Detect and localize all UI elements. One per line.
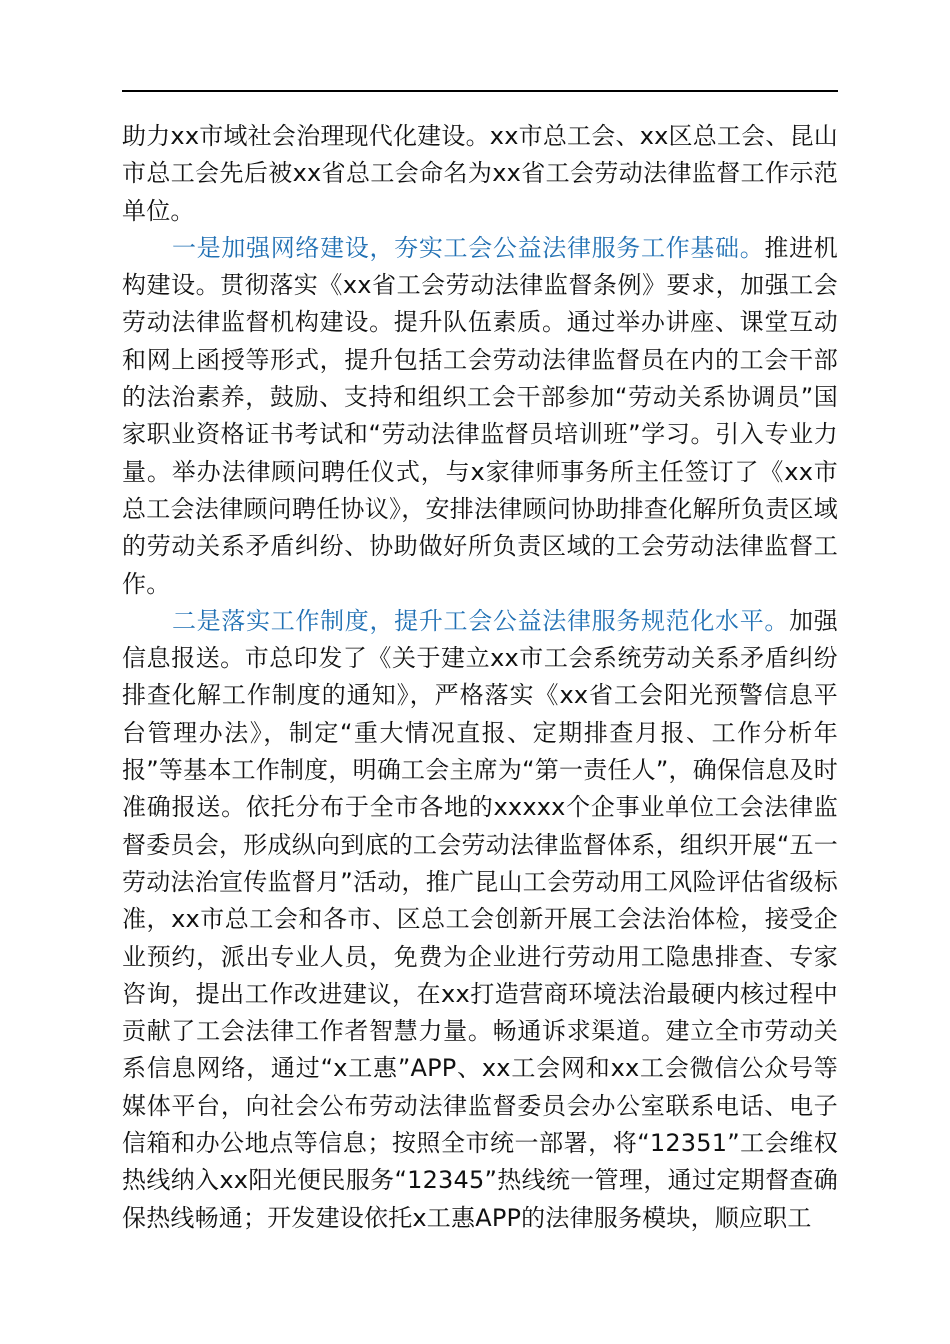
header-rule: [122, 90, 838, 92]
paragraph-continuation: [122, 118, 838, 230]
paragraph-heading: 二是落实工作制度，提升工会公益法律服务规范化水平。: [172, 606, 790, 635]
paragraph-text: 加强信息报送。市总印发了《关于建立xx市工会系统劳动关系矛盾纠纷排查化解工作制度的通知》，严格落实《xx省工会阳光预警信息平台管理办法》，制定“重大情况直报、定期排查月报、工作分析年报”等基本工作制度，明确工会主席为“第一责任人”，确保信息及时准确报送。依托分布于全市各地的xxxxx个企事业单位工会法律监督委员会，形成纵向到底的工会劳动法律监督体系，组织开展“五一劳动法治宣传监督月”活动，推广昆山工会劳动用工风险评估省级标准，xx市总工会和各市、区总工会创新开展工会法治体检，接受企业预约，派出专业人员，免费为企业进行劳动用工隐患排查、专家咨询，提出工作改进建议，在xx打造营商环境法治最硬内核过程中贡献了工会法律工作者智慧力量。畅通诉求渠道。建立全市劳动关系信息网络，通过“x工惠”APP、xx工会网和xx工会微信公众号等媒体平台，向社会公布劳动法律监督委员会办公室联系电话、电子信箱和办公地点等信息；按照全市统一部署，将“12351”工会维权热线纳入xx阳光便民服务“12345”热线统一管理，通过定期督查确保热线畅通；开发建设依托x工惠APP的法律服务模块，顺应职工: [122, 606, 838, 1232]
paragraph-text: 推进机构建设。贯彻落实《xx省工会劳动法律监督条例》要求，加强工会劳动法律监督机构建设。提升队伍素质。通过举办讲座、课堂互动和网上函授等形式，提升包括工会劳动法律监督员在内的工会干部的法治素养，鼓励、支持和组织工会干部参加“劳动关系协调员”国家职业资格证书考试和“劳动法律监督员培训班”学习。引入专业力量。举办法律顾问聘任仪式，与x家律师事务所主任签订了《xx市总工会法律顾问聘任协议》，安排法律顾问协助排查化解所负责区域的劳动关系矛盾纠纷、协助做好所负责区域的工会劳动法律监督工作。: [122, 233, 838, 598]
page-bottom-margin: [0, 1300, 950, 1344]
document-body: [122, 118, 838, 1237]
paragraph-network-building: [122, 230, 838, 603]
paragraph-text: 助力xx市域社会治理现代化建设。xx市总工会、xx区总工会、昆山市总工会先后被xx省总工会命名为xx省工会劳动法律监督工作示范单位。: [122, 122, 838, 225]
paragraph-heading: 一是加强网络建设，夯实工会公益法律服务工作基础。: [172, 233, 765, 262]
paragraph-work-system: [122, 603, 838, 1237]
